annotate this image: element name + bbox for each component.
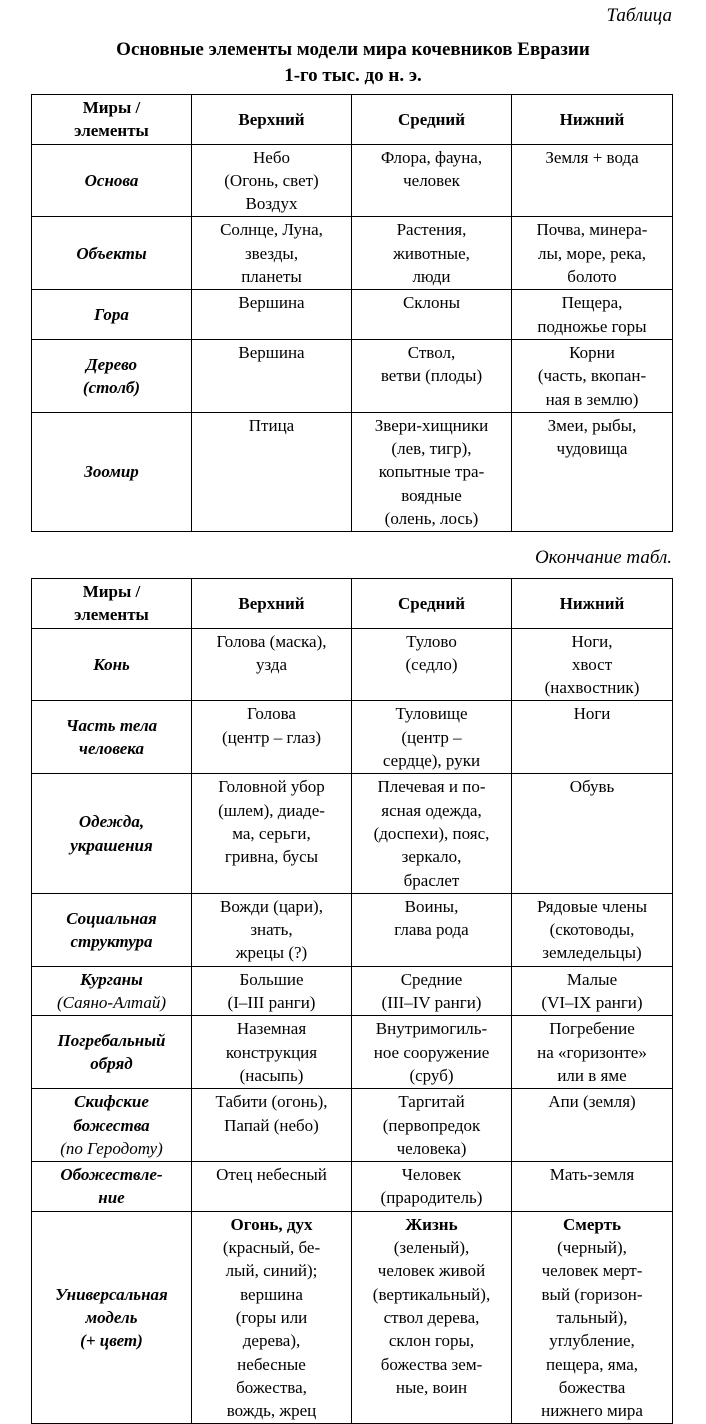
cell-middle: Туловище (центр – сердце), руки (352, 701, 512, 774)
cell-lower: Погребение на «горизонте» или в яме (512, 1016, 673, 1089)
cell-middle: Воины, глава рода (352, 893, 512, 966)
cell-upper (192, 1211, 352, 1424)
table-row (32, 966, 673, 1016)
world-model-table-part2 (31, 578, 673, 1424)
cell-upper: Небо (Огонь, свет) Воздух (192, 144, 352, 217)
cell-lower: Малые (VI–IX ранги) (512, 966, 673, 1016)
table-row (32, 144, 673, 217)
cell-upper: Солнце, Луна, звезды, планеты (192, 217, 352, 290)
cell-lower: Апи (земля) (512, 1089, 673, 1162)
cell-upper-heading: Огонь, дух (230, 1214, 313, 1234)
cell-middle: Флора, фауна, человек (352, 144, 512, 217)
cell-middle: Внутримогиль- ное сооружение (сруб) (352, 1016, 512, 1089)
cell-lower-text: (черный), человек мерт- вый (горизон- тальный), углубление, пещера, яма, божества нижнего мира (541, 1238, 643, 1421)
cell-upper: Наземная конструкция (насыпь) (192, 1016, 352, 1089)
table-continuation-caption: Окончание табл. (534, 547, 672, 568)
cell-upper: Отец небесный (192, 1162, 352, 1212)
cell-upper: Головной убор (шлем), диаде- ма, серьги, гривна, бусы (192, 774, 352, 893)
cell-middle: Звери-хищники (лев, тигр), копытные тра- воядные (олень, лось) (352, 412, 512, 531)
table-row (32, 412, 673, 531)
table-row (32, 217, 673, 290)
table-row (32, 628, 673, 701)
table-title-period: 1-го тыс. до н. э. (284, 65, 422, 86)
cell-lower: Корни (часть, вкопан- ная в землю) (512, 339, 673, 412)
row-label: Объекты (32, 217, 192, 290)
row-label: Конь (32, 628, 192, 701)
cell-lower: Змеи, рыбы, чудовища (512, 412, 673, 531)
row-label: Дерево (столб) (32, 339, 192, 412)
cell-upper: Вершина (192, 339, 352, 412)
cell-middle: Растения, животные, люди (352, 217, 512, 290)
cell-middle: Плечевая и по- ясная одежда, (доспехи), пояс, зеркало, браслет (352, 774, 512, 893)
table-row (32, 701, 673, 774)
cell-middle: Склоны (352, 290, 512, 340)
table-row (32, 1089, 673, 1162)
cell-middle-heading: Жизнь (405, 1214, 458, 1234)
cell-lower: Обувь (512, 774, 673, 893)
cell-middle: Тулово (седло) (352, 628, 512, 701)
cell-lower: Почва, минера- лы, море, река, болото (512, 217, 673, 290)
cell-middle: Таргитай (первопредок человека) (352, 1089, 512, 1162)
cell-lower-heading: Смерть (563, 1214, 621, 1234)
row-label-note: (по Геродоту) (60, 1138, 163, 1158)
cell-upper: Большие (I–III ранги) (192, 966, 352, 1016)
table-title: Основные элементы модели мира кочевников Евразии (116, 39, 590, 60)
header-lower: Нижний (512, 95, 673, 145)
header-upper: Верхний (192, 579, 352, 629)
header-upper: Верхний (192, 95, 352, 145)
table-row (32, 893, 673, 966)
table-row (32, 339, 673, 412)
cell-lower: Пещера, подножье горы (512, 290, 673, 340)
cell-lower: Мать-земля (512, 1162, 673, 1212)
table-row (32, 290, 673, 340)
header-worlds-elements: Миры / элементы (32, 579, 192, 629)
cell-lower: Рядовые члены (скотоводы, земледельцы) (512, 893, 673, 966)
header-worlds-elements: Миры / элементы (32, 95, 192, 145)
table-row (32, 1016, 673, 1089)
row-label-note: (Саяно-Алтай) (56, 993, 167, 1013)
cell-upper: Вожди (цари), знать, жрецы (?) (192, 893, 352, 966)
row-label: Универсальная модель (+ цвет) (32, 1211, 192, 1424)
table-row (32, 1162, 673, 1212)
row-label: Зоомир (32, 412, 192, 531)
row-label: Часть тела человека (32, 701, 192, 774)
header-middle: Средний (352, 95, 512, 145)
row-label (32, 966, 192, 1016)
row-label: Гора (32, 290, 192, 340)
cell-upper: Птица (192, 412, 352, 531)
row-label-main: Скифские божества (73, 1092, 150, 1135)
row-label (32, 1089, 192, 1162)
table-row (32, 774, 673, 893)
row-label: Социальная структура (32, 893, 192, 966)
cell-lower: Ноги (512, 701, 673, 774)
cell-upper-text: (красный, бе- лый, синий); вершина (горы или дерева), небесные божества, вождь, жрец (222, 1238, 321, 1421)
cell-upper: Вершина (192, 290, 352, 340)
cell-lower (512, 1211, 673, 1424)
row-label: Погребальный обряд (32, 1016, 192, 1089)
table-row (32, 1211, 673, 1424)
row-label: Обожествле- ние (32, 1162, 192, 1212)
header-middle: Средний (352, 579, 512, 629)
cell-middle: Средние (III–IV ранги) (352, 966, 512, 1016)
row-label: Одежда, украшения (32, 774, 192, 893)
cell-middle (352, 1211, 512, 1424)
header-row (32, 95, 673, 145)
header-lower: Нижний (512, 579, 673, 629)
cell-upper: Голова (маска), узда (192, 628, 352, 701)
cell-lower: Земля + вода (512, 144, 673, 217)
table-caption: Таблица (606, 5, 672, 26)
world-model-table-part1 (31, 94, 673, 532)
cell-upper: Голова (центр – глаз) (192, 701, 352, 774)
row-label: Основа (32, 144, 192, 217)
cell-upper: Табити (огонь), Папай (небо) (192, 1089, 352, 1162)
cell-middle: Человек (прародитель) (352, 1162, 512, 1212)
row-label-main: Курганы (80, 969, 143, 989)
cell-middle-text: (зеленый), человек живой (вертикальный), ствол дерева, склон горы, божества зем- ные, воин (372, 1238, 491, 1397)
cell-middle: Ствол, ветви (плоды) (352, 339, 512, 412)
cell-lower: Ноги, хвост (нахвостник) (512, 628, 673, 701)
header-row (32, 579, 673, 629)
